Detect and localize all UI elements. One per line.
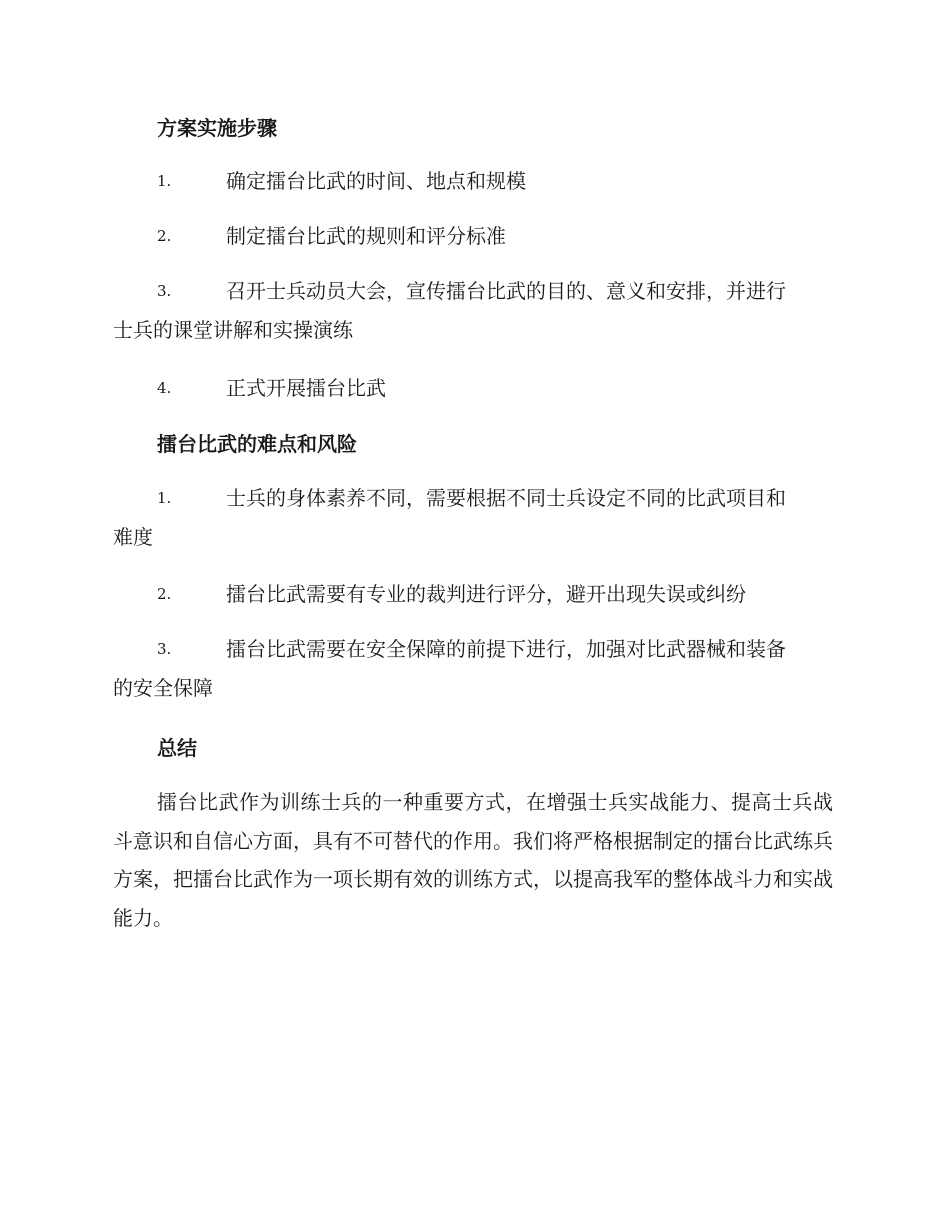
- list-item: [113, 217, 833, 256]
- list-item-text: 制定擂台比武的规则和评分标准: [226, 224, 506, 248]
- summary-paragraph: 擂台比武作为训练士兵的一种重要方式，在增强士兵实战能力、提高士兵战斗意识和自信心方面，具有不可替代的作用。我们将严格根据制定的擂台比武练兵方案，把擂台比武作为一项长期有效的训练方式，以提高我军的整体战斗力和实战能力。: [113, 790, 833, 930]
- list-item-number: 2.: [157, 227, 172, 245]
- list-item-text: 确定擂台比武的时间、地点和规模: [226, 169, 526, 193]
- section-heading-steps: 方案实施步骤: [157, 116, 277, 140]
- list-item-number: 3.: [157, 640, 172, 658]
- section-heading-summary: 总结: [157, 736, 197, 760]
- section-heading-risks: 擂台比武的难点和风险: [157, 432, 357, 456]
- list-item: [113, 272, 833, 350]
- list-item-continuation: 难度: [113, 525, 153, 549]
- list-item-text: 召开士兵动员大会，宣传擂台比武的目的、意义和安排，并进行: [226, 279, 786, 303]
- list-item: [113, 630, 833, 708]
- list-item-number: 1.: [157, 172, 172, 190]
- list-item-number: 3.: [157, 282, 172, 300]
- list-item-text: 正式开展擂台比武: [226, 376, 386, 400]
- list-item: [113, 162, 833, 201]
- list-item-continuation: 的安全保障: [113, 676, 213, 700]
- list-item-number: 2.: [157, 585, 172, 603]
- list-item-continuation: 士兵的课堂讲解和实操演练: [113, 318, 353, 342]
- list-item-number: 4.: [157, 379, 172, 397]
- list-item: [113, 479, 833, 557]
- list-item-text: 擂台比武需要有专业的裁判进行评分，避开出现失误或纠纷: [226, 582, 746, 606]
- list-item: [113, 575, 833, 614]
- list-item-text: 擂台比武需要在安全保障的前提下进行，加强对比武器械和装备: [226, 637, 786, 661]
- list-item-number: 1.: [157, 489, 172, 507]
- list-item-text: 士兵的身体素养不同，需要根据不同士兵设定不同的比武项目和: [226, 486, 786, 510]
- list-item: [113, 369, 833, 408]
